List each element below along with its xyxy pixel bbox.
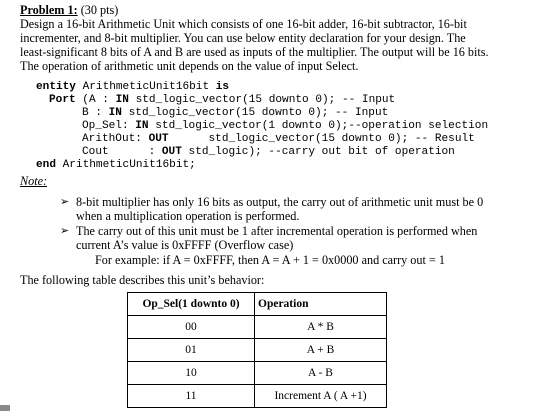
column-header-operation: Operation [255, 293, 387, 316]
table-header-row [128, 293, 387, 316]
table-cell: A - B [255, 362, 387, 385]
code-port-b-line [82, 107, 388, 120]
table-cell: A + B [255, 339, 387, 362]
table-cell: 00 [128, 316, 255, 339]
code-keyword: is [215, 81, 230, 93]
code-op-sel-line [82, 120, 488, 133]
note-label-line [20, 174, 47, 188]
table-cell: 10 [128, 362, 255, 385]
code-keyword: end [36, 159, 56, 171]
table-row [128, 385, 387, 408]
code-text: std_logic_vector(15 downto 0); -- Result [168, 133, 475, 145]
code-text: Op_Sel: [82, 120, 136, 132]
arrow-bullet-icon: ➢ [60, 196, 70, 208]
code-keyword: IN [108, 107, 122, 119]
code-text: Cout : [82, 146, 162, 158]
table-row [128, 339, 387, 362]
intro-line: The operation of arithmetic unit depends on the value of input Select. [20, 59, 359, 73]
code-entity-line [36, 81, 229, 94]
intro-line: incrementer, and 8-bit multiplier. You can use below entity declaration for your design. The [20, 31, 466, 45]
margin-mark [0, 405, 10, 411]
code-text: ArithOut: [82, 133, 149, 145]
table-intro: The following table describes this unit’s behavior: [20, 273, 265, 287]
table-row [128, 316, 387, 339]
code-keyword: entity [36, 81, 76, 93]
code-keyword: OUT [148, 133, 169, 145]
code-keyword: IN [135, 120, 149, 132]
column-header-op-sel: Op_Sel(1 downto 0) [128, 293, 255, 316]
code-arith-out-line [82, 133, 475, 146]
code-text: B : [82, 107, 109, 119]
table-cell: 01 [128, 339, 255, 362]
arrow-bullet-icon: ➢ [60, 225, 70, 237]
problem-title: Problem 1: [20, 3, 78, 17]
bullet-text: current A’s value is 0xFFFF (Overflow case) [76, 238, 294, 252]
code-keyword: IN [115, 94, 129, 106]
code-keyword: OUT [161, 146, 182, 158]
problem-heading [20, 3, 118, 17]
table-cell: A * B [255, 316, 387, 339]
code-cout-line [82, 146, 455, 159]
bullet-text: The carry out of this unit must be 1 after incremental operation is performed when [76, 224, 478, 238]
intro-line: Design a 16-bit Arithmetic Unit which consists of one 16-bit adder, 16-bit subtractor, 16-bit [20, 17, 467, 31]
code-text: ArithmeticUnit16bit; [55, 159, 196, 171]
intro-line: least-significant 8 bits of A and B are used as inputs of the multiplier. The output will be 16 bits. [20, 45, 489, 59]
code-text: (A : [75, 94, 116, 106]
code-end-line [36, 159, 196, 172]
problem-points: (30 pts) [77, 3, 119, 17]
bullet-text: when a multiplication operation is performed. [76, 209, 300, 223]
behavior-table [127, 292, 387, 408]
bullet-text: 8-bit multiplier has only 16 bits as output, the carry out of arithmetic unit must be 0 [76, 195, 484, 209]
code-port-a-line [49, 94, 395, 107]
code-text: std_logic_vector(1 downto 0);--operation selection [148, 120, 489, 132]
code-text: std_logic); --carry out bit of operation [181, 146, 455, 158]
table-row [128, 362, 387, 385]
code-text: ArithmeticUnit16bit [75, 81, 216, 93]
code-text: std_logic_vector(15 downto 0); -- Input [121, 107, 389, 119]
table-cell: Increment A ( A +1) [255, 385, 387, 408]
example-line: For example: if A = 0xFFFF, then A = A + 1 = 0x0000 and carry out = 1 [95, 253, 445, 267]
note-label: Note: [20, 174, 48, 188]
code-keyword: Port [49, 94, 76, 106]
table-cell: 11 [128, 385, 255, 408]
code-text: std_logic_vector(15 downto 0); -- Input [128, 94, 396, 106]
